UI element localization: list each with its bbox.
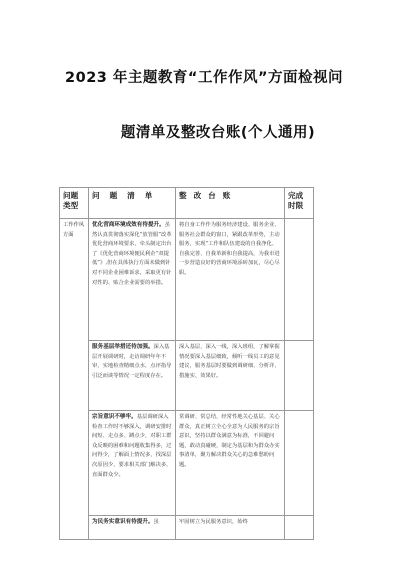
rectification-cell: 深入基层，深入一线，深入班组，了解掌握情况要深入基层细致，倾听一线员工的意见建议，服务基层时要做到调研细、分析详、措施实、效果好。 [176,341,285,411]
problem-cell [89,516,176,540]
table-row [60,341,314,411]
header-category: 问题类型 [60,188,89,219]
table-row [60,516,314,540]
rectification-ledger-table [59,187,314,540]
completion-cell [285,341,314,411]
header-rectification-ledger: 整改台账 [176,188,285,219]
document-title-line-2: 题清单及整改台账(个人通用) [120,125,316,141]
table-row [60,411,314,516]
problem-detail: 基层调研深入检查工作时不够深入，调研安排时间短、走点多、蹲点少，对职工群众反映的困难和问题收集得多，过问得少，了解面上情况多，找深层次原因少，要求相关部门解决多，直面群众少。 [92,414,172,478]
problem-heading: 优化营商环境成效有待提升。 [92,222,165,228]
table-row [60,219,314,341]
problem-detail: 虽然认真贯彻落实深化“放管服”改革优化营商环境要求，牵头制定出台了《优化营商环境便民利企“双提低”》,但在具体执行方面未做到针对不同企业困难诉求，采取更有针对性的、贴合企业需要的举措。 [92,222,172,286]
header-completion-deadline: 完成时限 [285,188,314,219]
problem-heading: 服务基层举措还待加强。 [92,344,154,350]
rectification-cell: 常调研、常总结，经常性地关心基层、关心群众，真正树立全心全意为人民服务的宗旨意识，坚持以群众满意为标准，不回避问题，敢动真碰硬，制定为基层和为群众办实事清单，聚力解决群众关心的急难愁盼问题。 [176,411,285,516]
problem-detail: 深入基层开展调研时，走访调研年年不审，实地检查精细点水，点评指导引泛而谈等情况一定程度存在。 [92,344,172,379]
problem-cell [89,219,176,341]
problem-cell [89,411,176,516]
problem-detail: 虽 [153,519,159,525]
problem-heading: 宗旨意识不够牢。 [92,414,137,420]
rectification-cell: 将自身工作作为服务经济建设、服务企业、服务社会群众的窗口，紧跟改革形势，主动服务，实现“工作和队伍建设的自我净化、自我完善、自我革新和自我提高，为我市进一步营造良好的营商环境添砖加瓦，尽心尽职。 [176,219,285,341]
problem-cell [89,341,176,411]
document-title-line-1: 2023 年主题教育“工作作风”方面检视问 [65,70,343,86]
completion-cell [285,516,314,540]
table-header-row [60,188,314,219]
problem-heading: 为民务实意识有待提升。 [92,519,154,525]
completion-cell [285,411,314,516]
completion-cell [285,219,314,341]
header-problem-list: 问题清单 [89,188,176,219]
category-cell: 工作作风方面 [60,219,89,540]
rectification-cell: 牢固树立为民服务意识，始终 [176,516,285,540]
